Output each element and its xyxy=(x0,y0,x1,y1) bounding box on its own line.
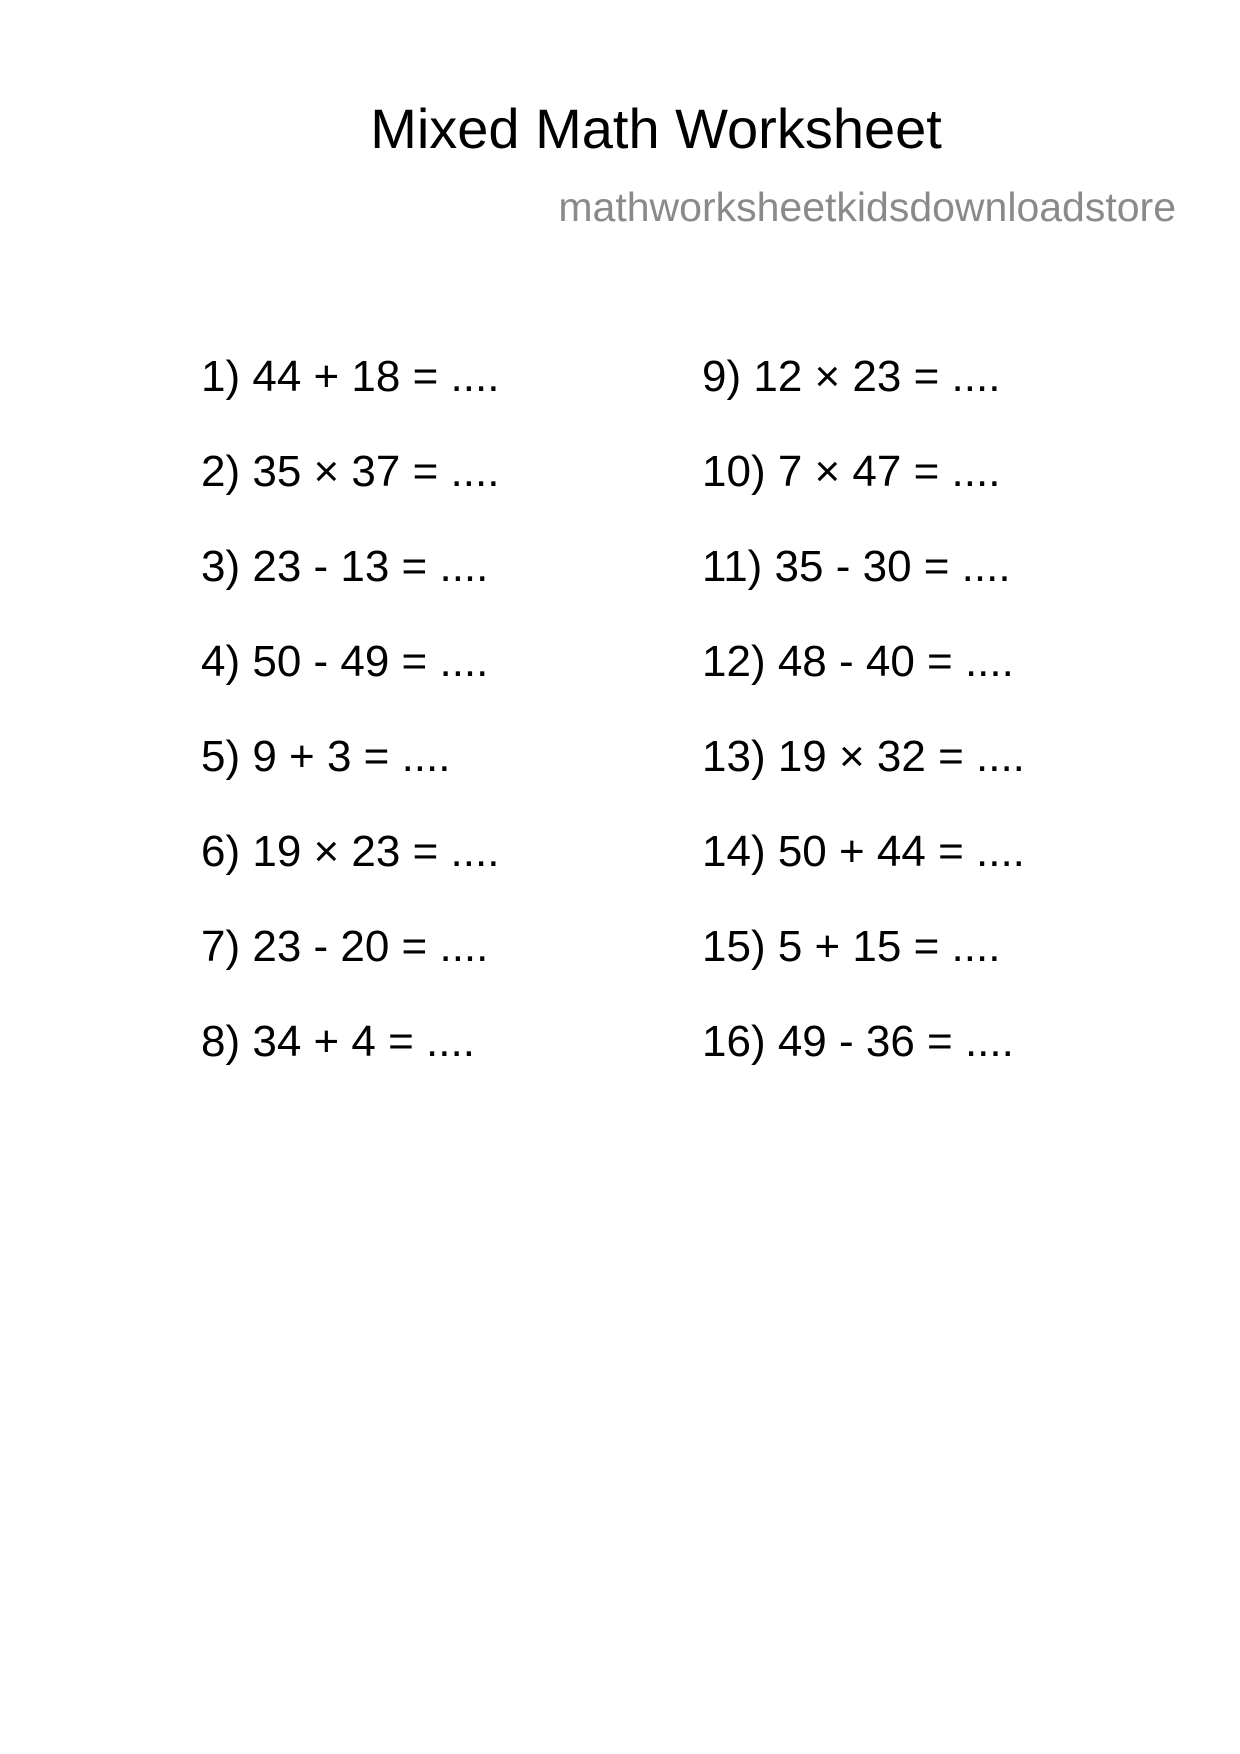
problem-item: 4) 50 - 49 = .... xyxy=(201,637,489,686)
problem-item: 3) 23 - 13 = .... xyxy=(201,542,489,591)
problem-item: 8) 34 + 4 = .... xyxy=(201,1017,475,1066)
problem-item: 11) 35 - 30 = .... xyxy=(702,542,1011,591)
problem-column-left xyxy=(201,348,499,1108)
problem-item: 6) 19 × 23 = .... xyxy=(201,827,500,876)
problem-item: 10) 7 × 47 = .... xyxy=(702,447,1001,496)
problem-item: 15) 5 + 15 = .... xyxy=(702,922,1001,971)
watermark-text: mathworksheetkidsdownloadstore xyxy=(558,184,1176,230)
problem-item: 5) 9 + 3 = .... xyxy=(201,732,451,781)
problem-item: 2) 35 × 37 = .... xyxy=(201,447,500,496)
problem-item: 7) 23 - 20 = .... xyxy=(201,922,489,971)
problem-item: 14) 50 + 44 = .... xyxy=(702,827,1025,876)
problem-item: 9) 12 × 23 = .... xyxy=(702,352,1001,401)
page-title: Mixed Math Worksheet xyxy=(370,97,942,160)
problem-item: 12) 48 - 40 = .... xyxy=(702,637,1014,686)
problem-column-right xyxy=(702,348,1025,1108)
problem-item: 16) 49 - 36 = .... xyxy=(702,1017,1014,1066)
problem-item: 1) 44 + 18 = .... xyxy=(201,352,500,401)
problem-item: 13) 19 × 32 = .... xyxy=(702,732,1025,781)
